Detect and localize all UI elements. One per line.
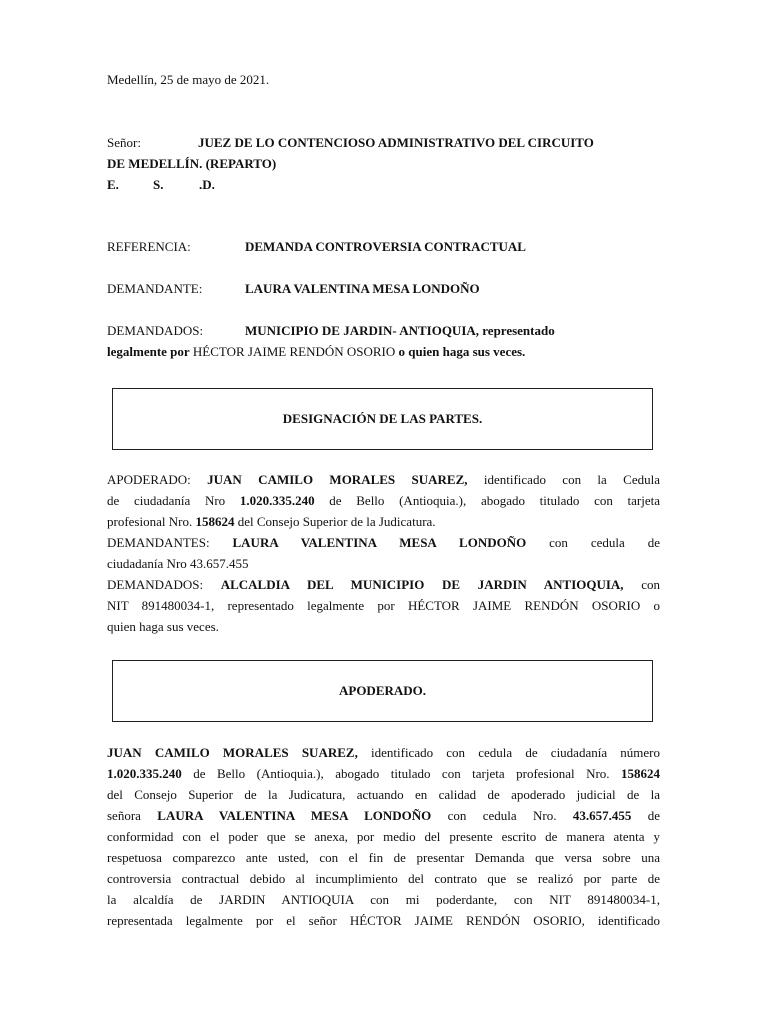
demandados-value-1: MUNICIPIO DE JARDIN- ANTIOQUIA, representado [245, 323, 555, 338]
paragraph-line-1 [107, 742, 660, 763]
paragraph-line-3: del Consejo Superior de la Judicatura, actuando en calidad de apoderado judicial de la [107, 787, 660, 802]
demandantes-line-1-rest: con cedula de [549, 535, 660, 550]
apoderado-line-3a: profesional Nro. [107, 514, 193, 529]
section-title-apoderado: APODERADO. [112, 660, 653, 722]
paragraph-line-2 [107, 763, 660, 784]
demandantes-name: LAURA VALENTINA MESA LONDOÑO [232, 535, 527, 550]
demandantes-line-2: ciudadanía Nro 43.657.455 [107, 556, 249, 571]
paragraph-line-9: representada legalmente por el señor HÉCTOR JAIME RENDÓN OSORIO, identificado [107, 913, 660, 928]
apoderado-line-2a: de ciudadanía Nro [107, 493, 226, 508]
referencia-label: REFERENCIA: [107, 239, 191, 254]
demandados-s1-name: ALCALDIA DEL MUNICIPIO DE JARDIN ANTIOQUIA, [220, 577, 624, 592]
apoderado-line-1-rest: identificado con la Cedula [483, 472, 660, 487]
addressee-block [107, 135, 594, 151]
addressee-line-2-wrap [107, 156, 276, 172]
apoderado-line-3 [107, 511, 436, 532]
paragraph-line-4 [107, 805, 660, 826]
paragraph-line-6: respetuosa comparezco ante usted, con el fin de presentar Demanda que versa sobre una [107, 850, 660, 865]
demandante-line [107, 281, 480, 297]
esd-d: .D. [199, 177, 215, 192]
paragraph-apoderado-name: JUAN CAMILO MORALES SUAREZ, [107, 745, 358, 760]
referencia-line [107, 239, 526, 255]
demandados-s1-label: DEMANDADOS: [107, 577, 204, 592]
paragraph-line-7: controversia contractual debido al incumplimiento del contrato que se realizó por parte de [107, 871, 660, 886]
paragraph-line-2-mid: de Bello (Antioquia.), abogado titulado con tarjeta profesional Nro. [193, 766, 610, 781]
paragraph-line-8: la alcaldía de JARDIN ANTIOQUIA con mi poderdante, con NIT 891480034-1, [107, 892, 660, 907]
referencia-value: DEMANDA CONTROVERSIA CONTRACTUAL [245, 239, 526, 254]
apoderado-label: APODERADO: [107, 472, 191, 487]
document-date: Medellín, 25 de mayo de 2021. [107, 72, 270, 87]
addressee-line-1: JUEZ DE LO CONTENCIOSO ADMINISTRATIVO DEL CIRCUITO [198, 135, 594, 150]
paragraph-line-4c: de [647, 808, 661, 823]
apoderado-line-1 [107, 469, 660, 490]
esd-e: E. [107, 177, 119, 192]
esd-line [107, 177, 215, 193]
paragraph-line-4a: señora [107, 808, 141, 823]
section-title-designacion: DESIGNACIÓN DE LAS PARTES. [112, 388, 653, 450]
apoderado-line-2 [107, 490, 660, 511]
demandados-value-2c: o quien haga sus veces. [398, 344, 526, 359]
demandados-value-2a: legalmente por [107, 344, 190, 359]
apoderado-line-3b: del Consejo Superior de la Judicatura. [237, 514, 436, 529]
demandados-value-2b: HÉCTOR JAIME RENDÓN OSORIO [192, 344, 396, 359]
paragraph-line-5: conformidad con el poder que se anexa, por medio del presente escrito de manera atenta y [107, 829, 660, 844]
paragraph-cedula: 1.020.335.240 [107, 766, 182, 781]
apoderado-cedula: 1.020.335.240 [239, 493, 315, 508]
demandante-label: DEMANDANTE: [107, 281, 203, 296]
demandados-s1-line-3: quien haga sus veces. [107, 619, 219, 634]
esd-s: S. [153, 177, 164, 192]
apoderado-line-2b: de Bello (Antioquia.), abogado titulado con tarjeta [329, 493, 661, 508]
demandados-line-1 [107, 323, 555, 339]
paragraph-line-1-rest: identificado con cedula de ciudadanía número [371, 745, 660, 760]
paragraph-tarjeta: 158624 [621, 766, 661, 781]
addressee-line-2: DE MEDELLÍN. (REPARTO) [107, 156, 277, 171]
demandante-value: LAURA VALENTINA MESA LONDOÑO [245, 281, 480, 296]
demandados-s1-line-2: NIT 891480034-1, representado legalmente por HÉCTOR JAIME RENDÓN OSORIO o [107, 598, 660, 613]
apoderado-tarjeta: 158624 [195, 514, 235, 529]
demandados-s1-line-1-rest: con [641, 577, 660, 592]
demandados-label: DEMANDADOS: [107, 323, 204, 338]
paragraph-demandante-name: LAURA VALENTINA MESA LONDOÑO [157, 808, 432, 823]
apoderado-name: JUAN CAMILO MORALES SUAREZ, [207, 472, 468, 487]
paragraph-demandante-cedula: 43.657.455 [572, 808, 632, 823]
paragraph-line-4b: con cedula Nro. [447, 808, 557, 823]
demandados-line-2 [107, 344, 525, 360]
senor-label: Señor: [107, 135, 141, 150]
demandantes-line-1 [107, 532, 660, 553]
demandantes-label: DEMANDANTES: [107, 535, 210, 550]
demandados-s1-line-1 [107, 574, 660, 595]
